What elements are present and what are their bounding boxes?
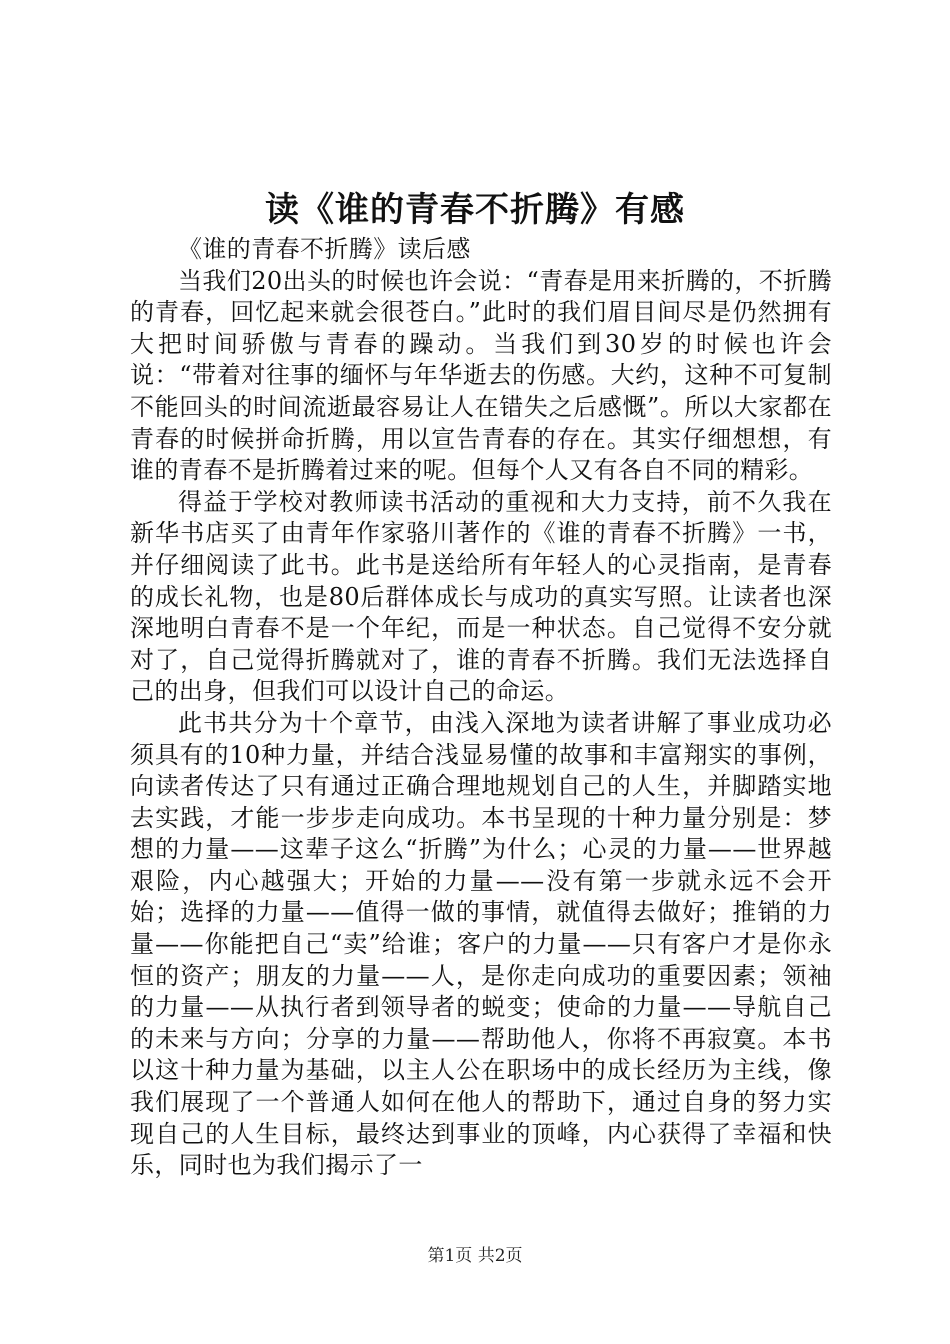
document-title: 读《谁的青春不折腾》有感	[265, 190, 685, 230]
document-subtitle: 《谁的青春不折腾》读后感	[178, 235, 471, 263]
paragraph-1: 当我们20出头的时候也许会说：“青春是用来折腾的，不折腾的青春，回忆起来就会很苍白。”此时的我们眉目间尽是仍然拥有大把时间骄傲与青春的躁动。当我们到30岁的时候也许会说：“带着对往事的缅怀与年华逝去的伤感。大约，这种不可复制不能回头的时间流逝最容易让人在错失之后感慨”。所以大家都在青春的时候拼命折腾，用以宣告青春的存在。其实仔细想想，有谁的青春不是折腾着过来的呢。但每个人又有各自不同的精彩。	[130, 266, 833, 485]
paragraph-2: 得益于学校对教师读书活动的重视和大力支持，前不久我在新华书店买了由青年作家骆川著作的《谁的青春不折腾》一书，并仔细阅读了此书。此书是送给所有年轻人的心灵指南，是青春的成长礼物，也是80后群体成长与成功的真实写照。让读者也深深地明白青春不是一个年纪，而是一种状态。自己觉得不安分就对了，自己觉得折腾就对了，谁的青春不折腾。我们无法选择自己的出身，但我们可以设计自己的命运。	[130, 487, 832, 706]
page-number-footer: 第1页 共2页	[427, 1246, 523, 1266]
document-body	[130, 234, 832, 1182]
paragraph-3: 此书共分为十个章节，由浅入深地为读者讲解了事业成功必须具有的10种力量，并结合浅显易懂的故事和丰富翔实的事例，向读者传达了只有通过正确合理地规划自己的人生，并脚踏实地去实践，才能一步步走向成功。本书呈现的十种力量分别是：梦想的力量——这辈子这么“折腾”为什么；心灵的力量——世界越艰险，内心越强大；开始的力量——没有第一步就永远不会开始；选择的力量——值得一做的事情，就值得去做好；推销的力量——你能把自己“卖”给谁；客户的力量——只有客户才是你永恒的资产；朋友的力量——人，是你走向成功的重要因素；领袖的力量——从执行者到领导者的蜕变；使命的力量——导航自己的未来与方向；分享的力量——帮助他人，你将不再寂寞。本书以这十种力量为基础，以主人公在职场中的成长经历为主线，像我们展现了一个普通人如何在他人的帮助下，通过自身的努力实现自己的人生目标，最终达到事业的顶峰，内心获得了幸福和快乐，同时也为我们揭示了一	[130, 708, 832, 1180]
